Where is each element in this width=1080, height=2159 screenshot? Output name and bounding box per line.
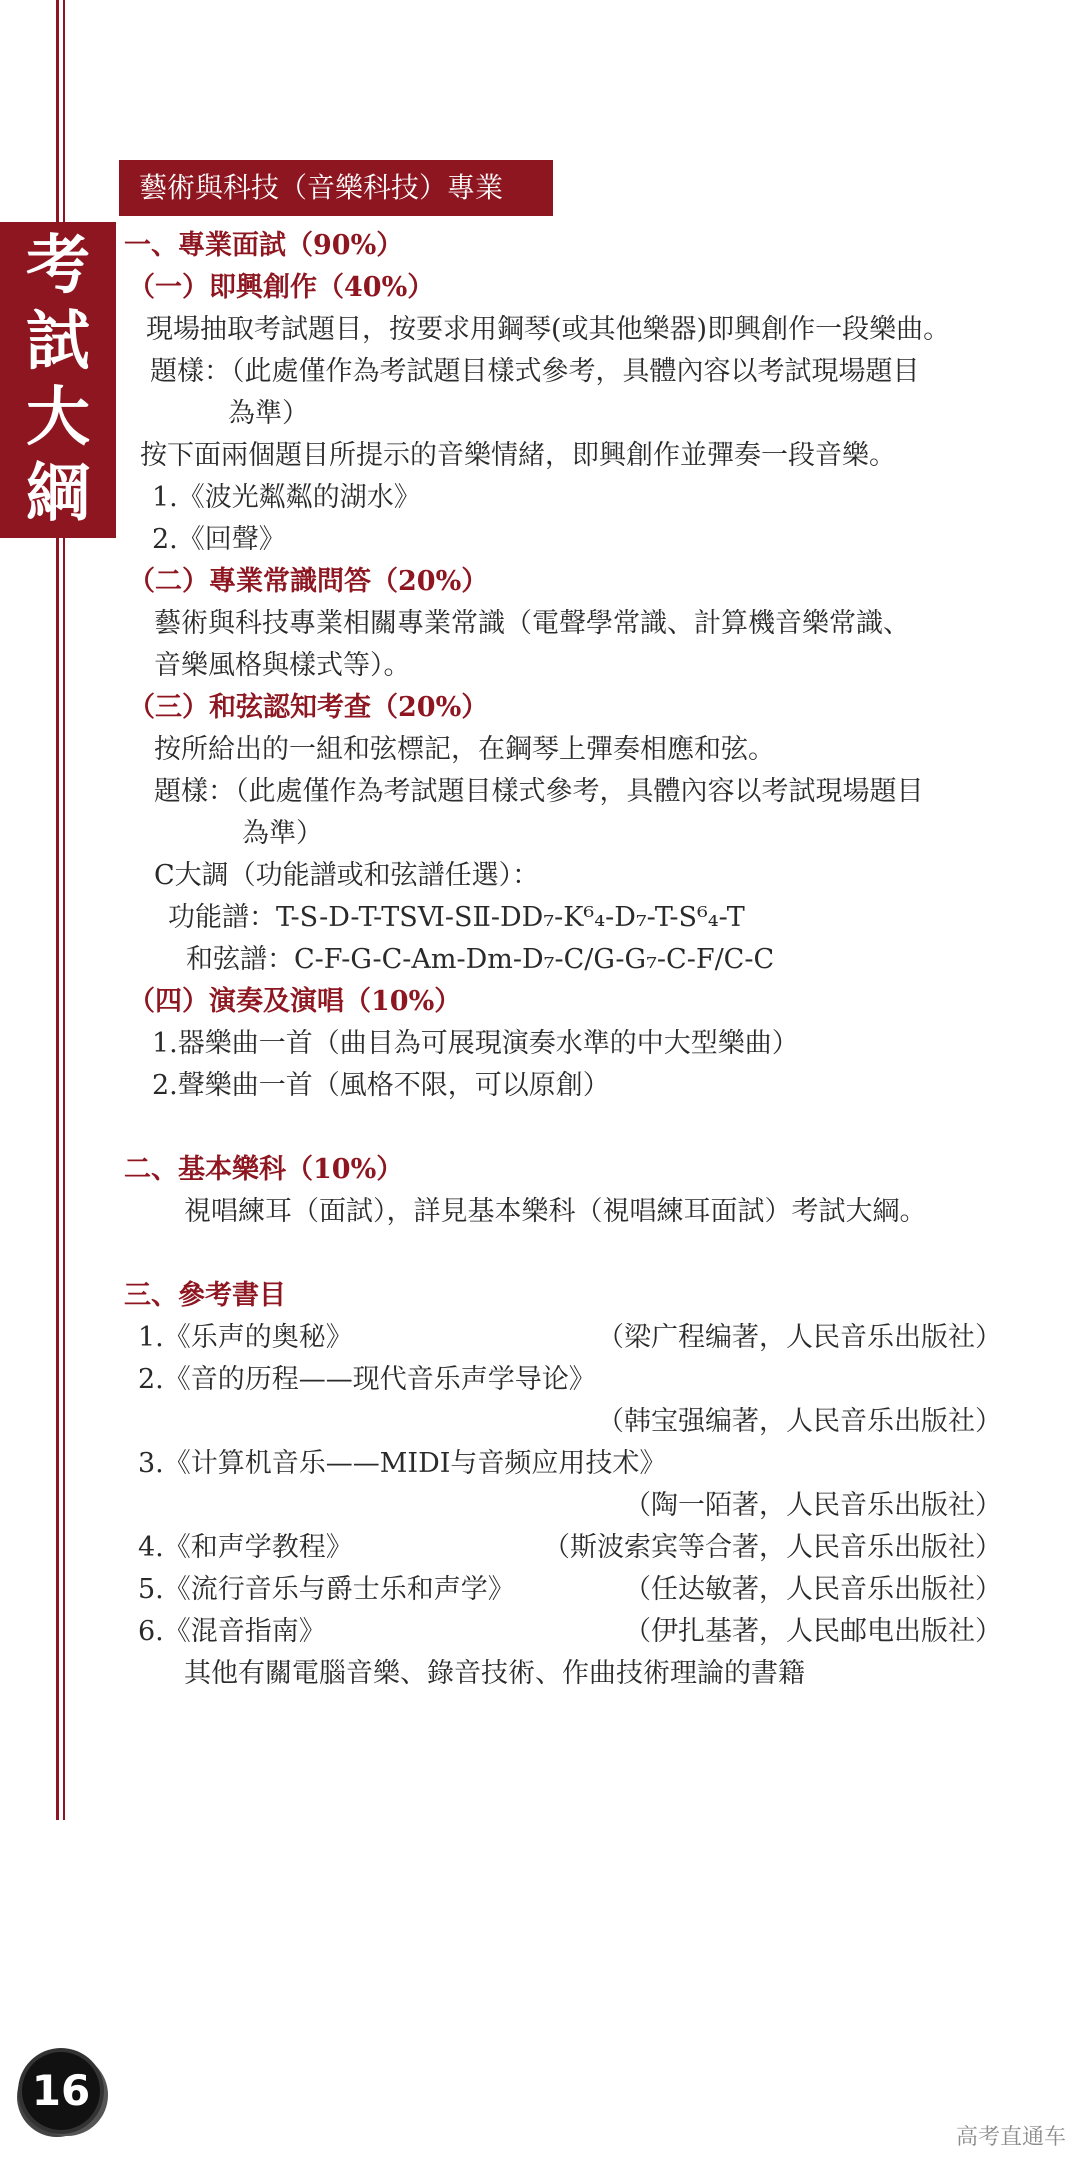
s2-line1: 視唱練耳（面試），詳見基本樂科（視唱練耳面試）考試大綱。 (184, 1196, 927, 1227)
s3-title: 三、參考書目 (124, 1280, 286, 1311)
s1-p3-title: （三）和弦認知考查（20%） (128, 692, 489, 723)
s1-p3-note-a: 題樣：（此處僅作為考試題目樣式參考，具體內容以考試現場題目 (154, 776, 924, 807)
side-banner-char: 綱 (26, 456, 90, 531)
side-banner-char: 大 (26, 380, 90, 455)
s1-p1-title: （一）即興創作（40%） (128, 272, 435, 303)
book-title: 4.《和声学教程》 (138, 1532, 353, 1563)
book-publisher: （陶一陌著，人民音乐出版社） (624, 1490, 1002, 1521)
s1-p4-item2: 2.聲樂曲一首（風格不限，可以原創） (152, 1070, 610, 1101)
s1-p2-title: （二）專業常識問答（20%） (128, 566, 489, 597)
s1-p1-item2: 2.《回聲》 (152, 524, 286, 555)
watermark: 高考直通车 (955, 2125, 1066, 2150)
book-publisher: （斯波索宾等合著，人民音乐出版社） (543, 1532, 1002, 1563)
section-header: 藝術與科技（音樂科技）專業 (119, 160, 553, 216)
book-title: 5.《流行音乐与爵士乐和声学》 (138, 1574, 515, 1605)
book-title: 2.《音的历程——现代音乐声学导论》 (138, 1364, 596, 1395)
s1-title: 一、專業面試（90%） (124, 230, 404, 261)
book-publisher: （伊扎基著，人民邮电出版社） (624, 1616, 1002, 1647)
book-title: 6.《混音指南》 (138, 1616, 326, 1647)
s1-p1-item1: 1.《波光粼粼的湖水》 (152, 482, 421, 513)
s1-p1-line1: 現場抽取考試題目，按要求用鋼琴(或其他樂器)即興創作一段樂曲。 (146, 314, 951, 345)
book-title: 1.《乐声的奥秘》 (138, 1322, 353, 1353)
s1-p4-title: （四）演奏及演唱（10%） (128, 986, 462, 1017)
s3-other: 其他有關電腦音樂、錄音技術、作曲技術理論的書籍 (184, 1658, 805, 1689)
s2-title: 二、基本樂科（10%） (124, 1154, 404, 1185)
s1-p2-line2: 音樂風格與樣式等）。 (154, 650, 411, 681)
s1-p3-note-b: 為準） (242, 818, 323, 849)
side-banner (0, 222, 116, 538)
s1-p4-item1: 1.器樂曲一首（曲目為可展現演奏水準的中大型樂曲） (152, 1028, 799, 1059)
book-publisher: （任达敏著，人民音乐出版社） (624, 1574, 1002, 1605)
s1-p3-chord: 和弦譜：C-F-G-C-Am-Dm-D₇-C/G-G₇-C-F/C-C (186, 944, 775, 975)
s1-p3-func: 功能譜：T-S-D-T-TSⅥ-SⅡ-DD₇-K⁶₄-D₇-T-S⁶₄-T (168, 902, 745, 933)
book-title: 3.《计算机音乐——MIDI与音频应用技术》 (138, 1448, 667, 1479)
s1-p2-line1: 藝術與科技專業相關專業常識（電聲學常識、計算機音樂常識、 (154, 608, 910, 639)
page-number-badge: 16 (22, 2052, 100, 2130)
side-banner-char: 考 (26, 228, 90, 303)
book-publisher: （韩宝强编著，人民音乐出版社） (597, 1406, 1002, 1437)
s1-p3-key: C大調（功能譜或和弦譜任選）： (154, 860, 540, 891)
s1-p3-line1: 按所給出的一組和弦標記，在鋼琴上彈奏相應和弦。 (154, 734, 775, 765)
s1-p1-note-b: 為準） (228, 398, 309, 429)
side-banner-char: 試 (26, 304, 90, 379)
book-publisher: （梁广程编著，人民音乐出版社） (597, 1322, 1002, 1353)
s1-p1-note-a: 題樣：（此處僅作為考試題目樣式參考，具體內容以考試現場題目 (150, 356, 920, 387)
s1-p1-line2: 按下面兩個題目所提示的音樂情緒，即興創作並彈奏一段音樂。 (140, 440, 896, 471)
